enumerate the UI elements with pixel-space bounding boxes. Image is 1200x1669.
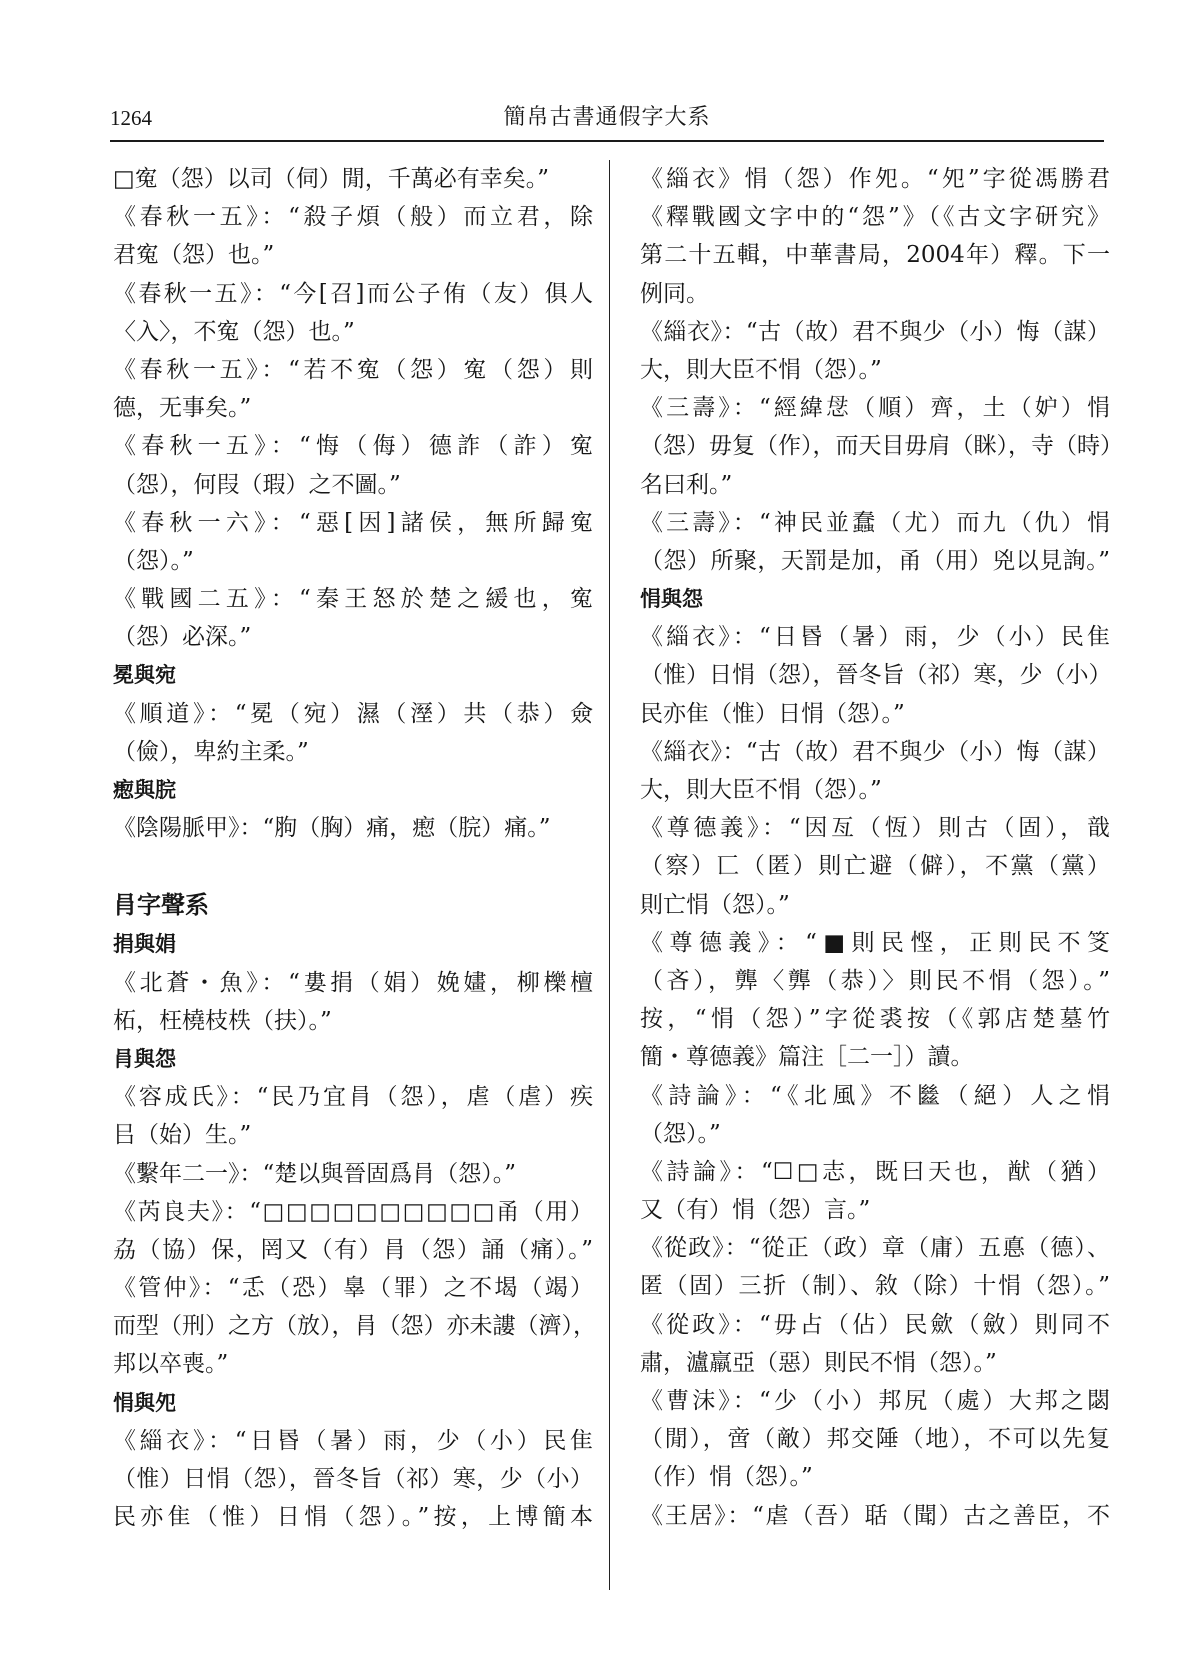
text-line: 匿（固）三折（制）、敘（除）十悁（怨）。” bbox=[640, 1273, 1110, 1300]
text-line: 《緇衣》：“古（故）君不與少（小）悔（謀） bbox=[640, 318, 1110, 345]
text-line: 《三壽》：“神民並蠢（尤）而九（仇）悁 bbox=[640, 509, 1110, 536]
section-heading: 肙字聲系 bbox=[113, 891, 209, 920]
entry-heading: 悁與怨 bbox=[640, 587, 703, 612]
text-line: 《緇衣》悁（怨）作夗。“夗”字從馮勝君 bbox=[640, 166, 1110, 192]
text-line: 第二十五輯，中華書局，2004年）釋。下一 bbox=[640, 242, 1110, 269]
text-line: 而型（刑）之方（放），肙（怨）亦未謱（濟）， bbox=[113, 1313, 596, 1340]
text-line: 《緇衣》：“日昬（暑）雨，少（小）民隹 bbox=[640, 624, 1110, 651]
text-line: 又（有）悁（怨）言。” bbox=[640, 1197, 871, 1224]
text-line: 《春秋一五》：“殺子煩（般）而立君，除 bbox=[113, 204, 593, 231]
text-line: 〈入〉，不寃（怨）也。” bbox=[113, 318, 355, 345]
text-line: 《戰國二五》：“秦王怒於楚之緩也，寃 bbox=[113, 586, 593, 613]
text-line: （怨）。” bbox=[113, 547, 194, 574]
running-title: 簡帛古書通假字大系 bbox=[503, 105, 711, 130]
entry-heading: 捐與娟 bbox=[113, 932, 176, 957]
text-line: （怨）。” bbox=[640, 1120, 721, 1147]
page-number: 1264 bbox=[110, 106, 152, 130]
text-line: 按，“悁（怨）”字從裘按（《郭店楚墓竹 bbox=[640, 1006, 1110, 1033]
text-line: 民亦隹（惟）日悁（怨）。” bbox=[640, 700, 905, 727]
text-line: 德，无事矣。” bbox=[113, 395, 252, 422]
text-line: 則亡悁（怨）。” bbox=[640, 891, 790, 918]
text-line: 《尊德義》：“因亙（恆）則古（固），戠 bbox=[640, 815, 1110, 842]
text-line: （惟）日悁（怨），晉冬旨（祁）寒，少（小） bbox=[113, 1466, 593, 1492]
text-line: 《春秋一五》：“今[召]而公子侑（友）俱人 bbox=[113, 280, 593, 307]
text-line: 民亦隹（惟）日悁（怨）。”按，上博簡本 bbox=[113, 1504, 593, 1531]
text-line: 《北蒼・魚》：“婁捐（娟）娩嫿，柳櫟檀 bbox=[113, 969, 593, 996]
text-line: 《容成氏》：“民乃宜肙（怨），虐（虐）疾 bbox=[113, 1084, 593, 1111]
text-line: 簡・尊德義》篇注［二一］）讀。 bbox=[640, 1044, 974, 1071]
text-line: （作）悁（怨）。” bbox=[640, 1464, 813, 1491]
text-line: □寃（怨）以司（伺）閒，千萬必有幸矣。” bbox=[113, 166, 549, 192]
text-line: 《管仲》：“忎（恐）辠（罪）之不堨（竭） bbox=[113, 1275, 593, 1302]
text-line: 大，則大臣不悁（怨）。” bbox=[640, 356, 882, 383]
text-line: （怨）毋复（作），而天目毋肩（眯），寺（時） bbox=[640, 433, 1123, 460]
text-line: 君寃（怨）也。” bbox=[113, 242, 275, 269]
text-line: 㠯（始）生。” bbox=[113, 1122, 252, 1149]
text-line: 《從政》：“從正（政）章（庸）五悳（德）、 bbox=[640, 1235, 1110, 1262]
entry-heading: 悁與夗 bbox=[113, 1390, 176, 1415]
text-line: 《春秋一五》：“若不寃（怨）寃（怨）則 bbox=[113, 356, 593, 383]
text-line: 劦（協）保，罔又（有）肙（怨）誦（痛）。” bbox=[113, 1236, 593, 1263]
page-header bbox=[110, 98, 1104, 138]
entry-heading: 肙與怨 bbox=[113, 1046, 176, 1071]
text-line: 《詩論》：“☐□志，既曰天也，猷（猶） bbox=[640, 1158, 1110, 1185]
text-line: （怨），何叚（瑕）之不圖。” bbox=[113, 471, 401, 498]
text-line: 例同。 bbox=[640, 280, 709, 307]
text-line: 《尊德義》：“■則民悭，正則民不笅 bbox=[640, 929, 1110, 956]
text-line: 《釋戰國文字中的“怨”》（《古文字研究》 bbox=[640, 204, 1110, 231]
text-line: 《曹沫》：“少（小）邦尻（處）大邦之閟 bbox=[640, 1388, 1110, 1414]
text-line: 《三壽》：“經緯𢘓（順）齊，土（妒）悁 bbox=[640, 395, 1110, 422]
text-line: 《緇衣》：“日昬（暑）雨，少（小）民隹 bbox=[113, 1427, 593, 1454]
text-line: 《春秋一五》：“悔（侮）德詐（詐）寃 bbox=[113, 433, 593, 460]
text-line: 邦以卒喪。” bbox=[113, 1351, 229, 1378]
column-divider bbox=[609, 160, 610, 1590]
text-line: 《陰陽脈甲》：“胊（胸）痛，瘛（脘）痛。” bbox=[113, 815, 551, 842]
text-line: （儉），卑約主柔。” bbox=[113, 738, 309, 765]
text-line: 《芮良夫》：“□□□□□□□□□□甬（用） bbox=[113, 1198, 593, 1225]
text-line: 《緇衣》：“古（故）君不與少（小）悔（謀） bbox=[640, 738, 1110, 765]
header-rule bbox=[110, 140, 1104, 142]
entry-heading: 瘛與脘 bbox=[113, 778, 176, 802]
entry-heading: 冕與宛 bbox=[113, 663, 176, 688]
text-line: （怨）所聚，天罰是加，甬（用）兇以見詢。” bbox=[640, 547, 1110, 574]
text-line: 肅，瀘羸亞（惡）則民不悁（怨）。” bbox=[640, 1349, 997, 1376]
text-line: （吝），龏〈龏（恭）〉則民不悁（怨）。” bbox=[640, 967, 1110, 994]
text-line: （察）匸（匿）則亡避（僻），不黨（黨） bbox=[640, 853, 1110, 880]
text-line: 大，則大臣不悁（怨）。” bbox=[640, 777, 882, 803]
text-line: 《王居》：“虐（吾）聒（聞）古之善臣，不 bbox=[640, 1502, 1110, 1529]
text-line: （怨）必深。” bbox=[113, 624, 252, 651]
text-line: 《順道》：“冕（宛）濕（溼）共（恭）僉 bbox=[113, 700, 593, 727]
text-line: （閒），啻（敵）邦交陲（地），不可以先复 bbox=[640, 1426, 1110, 1453]
text-line: （惟）日悁（怨），晉冬旨（祁）寒，少（小） bbox=[640, 662, 1112, 689]
text-line: 《詩論》：“《北風》不㡭（絕）人之悁 bbox=[640, 1082, 1110, 1109]
text-line: 名曰利。” bbox=[640, 471, 733, 498]
text-line: 《春秋一六》：“惡[因]諸侯，無所歸寃 bbox=[113, 509, 593, 536]
text-line: 《繫年二一》：“楚以與晉固爲肙（怨）。” bbox=[113, 1160, 517, 1187]
text-line: 柘，枉橈枝柣（扶）。” bbox=[113, 1007, 332, 1034]
left-column bbox=[113, 160, 596, 1536]
right-column bbox=[640, 160, 1123, 1535]
text-line: 《從政》：“毋占（佔）民歛（斂）則同不 bbox=[640, 1311, 1110, 1338]
